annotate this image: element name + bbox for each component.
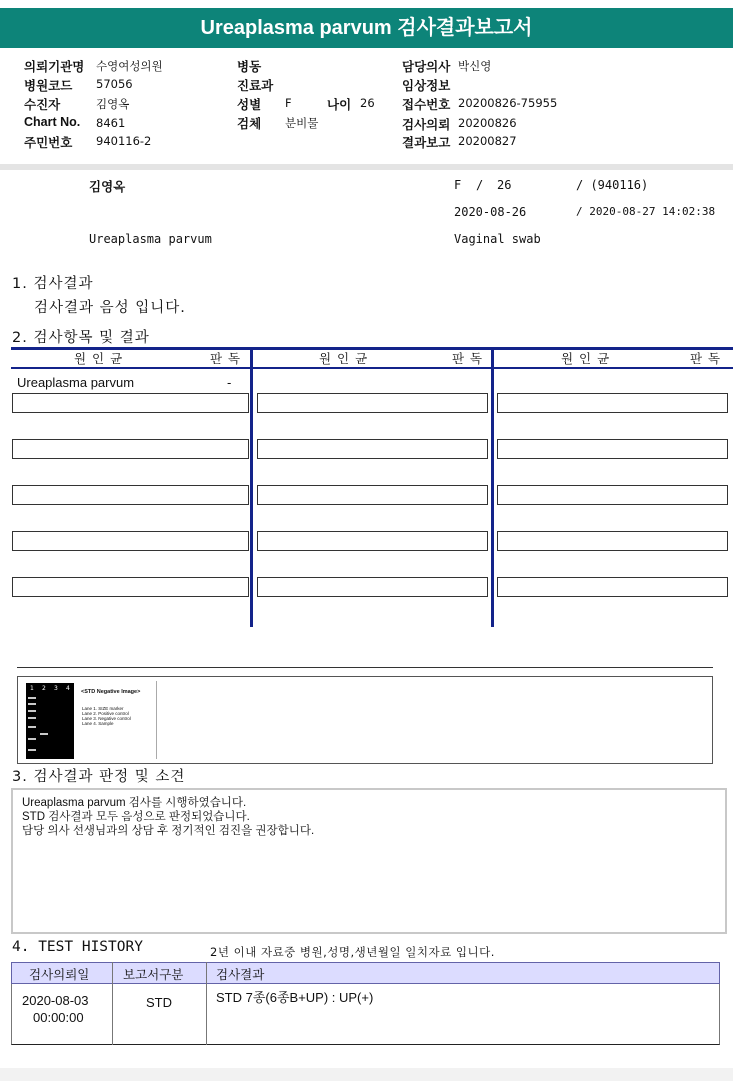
doctor-label: 담당의사 <box>402 60 451 74</box>
clinical-info-label: 임상정보 <box>402 79 451 93</box>
empty-cell <box>12 393 249 413</box>
result-text: 검사결과 음성 입니다. <box>34 300 186 316</box>
items-table-divider-2 <box>491 347 494 627</box>
gel-legend-item: Lane 2. Positive control <box>82 711 129 716</box>
th-pathogen-2: 원 인 균 <box>319 351 369 366</box>
specimen-value: 분비물 <box>285 116 319 130</box>
gel-band <box>28 726 36 728</box>
empty-cell <box>257 577 488 597</box>
test-name: Ureaplasma parvum <box>89 232 212 246</box>
lane-number: 4 <box>66 685 70 692</box>
items-table-divider-1 <box>250 347 253 627</box>
patient-birth: / (940116) <box>576 178 649 192</box>
section-opinion-title: 3. 검사결과 판정 및 소견 <box>12 769 186 785</box>
gel-band <box>28 703 36 705</box>
age-label: 나이 <box>327 98 352 112</box>
empty-cell <box>257 531 488 551</box>
empty-cell <box>497 439 728 459</box>
history-header-type: 보고서구분 <box>123 968 184 982</box>
th-pathogen-3: 원 인 균 <box>561 351 611 366</box>
history-table <box>11 962 720 1046</box>
opinion-line: Ureaplasma parvum 검사를 시행하였습니다. <box>22 797 247 809</box>
gel-band <box>28 749 36 751</box>
lane-number: 1 <box>30 685 34 692</box>
resident-no-label: 주민번호 <box>24 136 73 150</box>
gel-electrophoresis-image <box>26 683 74 759</box>
opinion-box <box>11 788 727 934</box>
gel-band <box>40 733 48 735</box>
gel-image-frame <box>17 676 713 764</box>
items-table-header-rule <box>11 367 733 369</box>
empty-cell <box>12 485 249 505</box>
report-label: 결과보고 <box>402 136 451 150</box>
specimen-label: 검체 <box>237 117 262 131</box>
history-row-type: STD <box>146 995 172 1010</box>
chart-no-value: 8461 <box>96 116 126 130</box>
th-judgement-2: 판 독 <box>452 351 484 366</box>
chart-no-label: Chart No. <box>24 115 81 129</box>
request-date: 2020-08-26 <box>454 205 527 219</box>
header-divider <box>0 164 733 170</box>
empty-cell <box>497 531 728 551</box>
history-note: 2년 이내 자료중 병원,성명,생년월일 일치자료 입니다. <box>210 945 495 959</box>
empty-cell <box>497 393 728 413</box>
hospital-code-value: 57056 <box>96 77 133 91</box>
gel-legend-item: Lane 1. SIZE marker <box>82 706 124 711</box>
age-value: 26 <box>360 96 375 110</box>
history-col-divider <box>112 962 113 1045</box>
th-judgement-3: 판 독 <box>690 351 722 366</box>
item-judgement: - <box>227 375 232 390</box>
section-items-title: 2. 검사항목 및 결과 <box>12 330 150 346</box>
section-rule <box>17 667 713 668</box>
empty-cell <box>257 485 488 505</box>
institution-value: 수영여성의원 <box>96 59 163 73</box>
resident-no-value: 940116-2 <box>96 134 152 148</box>
department-label: 진료과 <box>237 79 274 93</box>
empty-cell <box>497 485 728 505</box>
empty-cell <box>12 439 249 459</box>
opinion-line: 담당 의사 선생님과의 상담 후 정기적인 검진을 권장합니다. <box>22 825 315 837</box>
history-row-date: 2020-08-03 <box>22 993 89 1008</box>
empty-cell <box>12 577 249 597</box>
sex-value: F <box>285 96 292 110</box>
empty-cell <box>257 393 488 413</box>
report-value: 20200827 <box>458 134 517 148</box>
history-col-divider <box>206 962 207 1045</box>
institution-label: 의뢰기관명 <box>24 60 85 74</box>
section-history-title: 4. TEST HISTORY <box>12 939 143 955</box>
empty-cell <box>257 439 488 459</box>
hospital-code-label: 병원코드 <box>24 79 73 93</box>
accession-label: 접수번호 <box>402 98 451 112</box>
section-result-title: 1. 검사결과 <box>12 276 94 292</box>
history-row-result: STD 7종(6종B+UP) : UP(+) <box>216 990 374 1005</box>
patient-label: 수진자 <box>24 98 61 112</box>
patient-slash: / <box>476 178 484 192</box>
th-pathogen-1: 원 인 균 <box>74 351 124 366</box>
patient-value: 김영옥 <box>96 97 130 111</box>
gel-title: <STD Negative Image> <box>81 689 141 695</box>
lane-number: 2 <box>42 685 46 692</box>
gel-band <box>28 717 36 719</box>
history-header-date: 검사의뢰일 <box>29 968 90 982</box>
empty-cell <box>12 531 249 551</box>
gel-band <box>28 710 36 712</box>
patient-sex: F <box>454 178 462 192</box>
ward-label: 병동 <box>237 60 262 74</box>
patient-name: 김영옥 <box>89 179 126 194</box>
gel-legend-item: Lane 3. Negative control <box>82 716 131 721</box>
accession-value: 20200826-75955 <box>458 96 558 110</box>
gel-band <box>28 697 36 699</box>
gel-band <box>28 738 36 740</box>
gel-legend <box>76 681 157 759</box>
report-title: Ureaplasma parvum 검사결과보고서 <box>0 8 733 48</box>
request-value: 20200826 <box>458 116 517 130</box>
patient-age: 26 <box>497 178 512 192</box>
request-label: 검사의뢰 <box>402 118 451 132</box>
history-row-time: 00:00:00 <box>33 1010 84 1025</box>
sex-label: 성별 <box>237 98 262 112</box>
header-info <box>0 56 733 152</box>
specimen-type: Vaginal swab <box>454 232 541 246</box>
history-header-result: 검사결과 <box>216 968 265 982</box>
empty-cell <box>497 577 728 597</box>
doctor-value: 박신영 <box>458 59 492 73</box>
opinion-line: STD 검사결과 모두 음성으로 판정되었습니다. <box>22 811 250 823</box>
report-datetime: / 2020-08-27 14:02:38 <box>576 205 716 218</box>
th-judgement-1: 판 독 <box>210 351 242 366</box>
gel-legend-item: Lane 4. Sample <box>82 721 114 726</box>
history-table-header <box>11 962 720 984</box>
item-pathogen: Ureaplasma parvum <box>17 375 135 390</box>
lane-number: 3 <box>54 685 58 692</box>
